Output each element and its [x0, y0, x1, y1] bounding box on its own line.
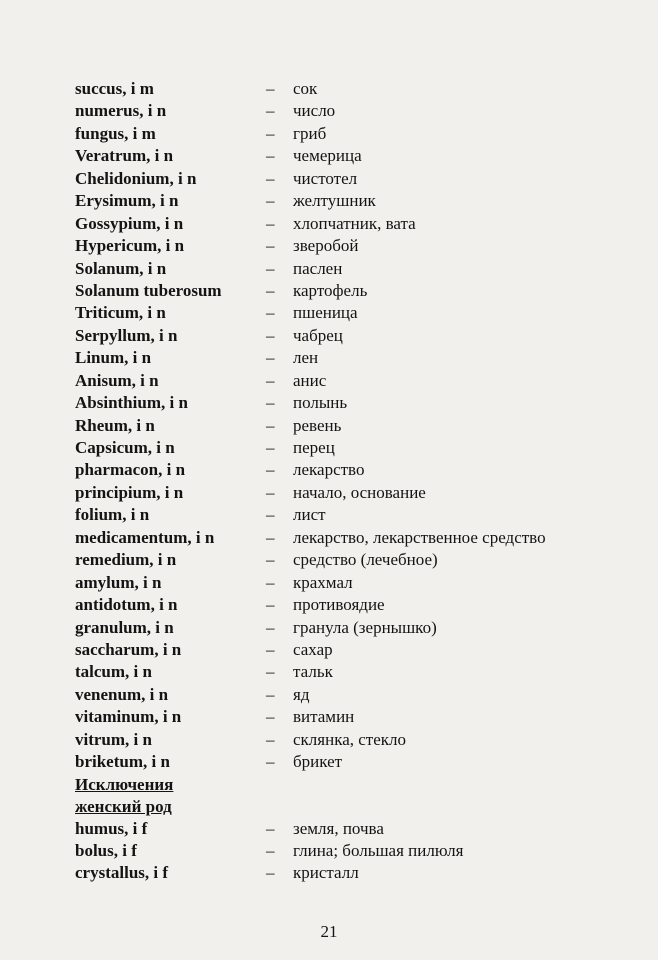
latin-term: Triticum, i n: [75, 303, 166, 323]
russian-meaning: средство (лечебное): [293, 550, 438, 570]
section-heading-line1: Исключения: [75, 774, 174, 794]
dash: –: [266, 101, 275, 121]
vocab-entry: [75, 572, 635, 594]
vocab-entry: [75, 325, 635, 347]
dash: –: [266, 280, 275, 300]
latin-term: saccharum, i n: [75, 639, 182, 659]
dash: –: [266, 662, 275, 682]
latin-term: vitrum, i n: [75, 729, 152, 749]
dash: –: [266, 168, 275, 188]
vocab-entry: [75, 145, 635, 167]
russian-meaning: чистотел: [293, 168, 358, 188]
vocab-entry: [75, 818, 635, 840]
russian-meaning: хлопчатник, вата: [293, 213, 416, 233]
latin-term: Erysimum, i n: [75, 191, 179, 211]
russian-meaning: брикет: [293, 752, 343, 772]
vocab-entry: [75, 527, 635, 549]
dash: –: [266, 841, 275, 860]
dash: –: [266, 258, 275, 278]
vocab-entry: [75, 594, 635, 616]
dash: –: [266, 572, 275, 592]
vocab-entry: [75, 706, 635, 728]
dash: –: [266, 393, 275, 413]
latin-term: succus, i m: [75, 79, 154, 98]
vocab-entry: [75, 370, 635, 392]
dash: –: [266, 79, 275, 98]
vocab-entry: [75, 100, 635, 122]
vocab-entry: [75, 729, 635, 751]
dash: –: [266, 303, 275, 323]
latin-term: remedium, i n: [75, 550, 177, 570]
vocab-entry: [75, 347, 635, 369]
vocabulary-list: [75, 78, 635, 885]
russian-meaning: паслен: [293, 258, 343, 278]
dash: –: [266, 438, 275, 457]
russian-meaning: ревень: [293, 415, 342, 435]
vocab-entry: [75, 258, 635, 280]
latin-term: Absinthium, i n: [75, 393, 188, 413]
dash: –: [266, 617, 275, 637]
russian-meaning: начало, основание: [293, 482, 426, 502]
dash: –: [266, 482, 275, 502]
vocab-entry: [75, 392, 635, 414]
vocab-entry: [75, 639, 635, 661]
dash: –: [266, 191, 275, 211]
latin-term: Solanum tuberosum: [75, 280, 222, 300]
dash: –: [266, 595, 275, 615]
russian-meaning: тальк: [293, 662, 333, 682]
section-heading: [75, 774, 635, 818]
latin-term: granulum, i n: [75, 617, 174, 637]
russian-meaning: картофель: [293, 280, 368, 300]
latin-term: Gossypium, i n: [75, 213, 184, 233]
vocab-entry: [75, 415, 635, 437]
vocab-entry: [75, 549, 635, 571]
russian-meaning: противоядие: [293, 595, 385, 615]
dash: –: [266, 146, 275, 166]
dash: –: [266, 863, 275, 883]
dash: –: [266, 370, 275, 390]
vocab-entry: [75, 459, 635, 481]
russian-meaning: число: [293, 101, 336, 121]
latin-term: numerus, i n: [75, 101, 167, 121]
entries-list: [75, 78, 635, 774]
vocab-entry: [75, 235, 635, 257]
dash: –: [266, 123, 275, 143]
russian-meaning: лен: [293, 348, 319, 368]
dash: –: [266, 325, 275, 345]
russian-meaning: кристалл: [293, 863, 359, 883]
russian-meaning: лекарство, лекарственное средство: [293, 527, 546, 547]
latin-term: humus, i f: [75, 818, 148, 838]
russian-meaning: желтушник: [293, 191, 376, 211]
russian-meaning: крахмал: [293, 572, 353, 592]
vocab-entry: [75, 617, 635, 639]
dash: –: [266, 415, 275, 435]
dash: –: [266, 505, 275, 525]
dash: –: [266, 460, 275, 480]
russian-meaning: сок: [293, 79, 318, 98]
latin-term: amylum, i n: [75, 572, 162, 592]
russian-meaning: полынь: [293, 393, 348, 413]
vocab-entry: [75, 482, 635, 504]
latin-term: principium, i n: [75, 482, 184, 502]
dash: –: [266, 707, 275, 727]
latin-term: venenum, i n: [75, 684, 169, 704]
vocab-entry: [75, 504, 635, 526]
russian-meaning: гриб: [293, 123, 327, 143]
latin-term: briketum, i n: [75, 752, 170, 772]
dash: –: [266, 550, 275, 570]
latin-term: fungus, i m: [75, 123, 156, 143]
vocab-entry: [75, 190, 635, 212]
latin-term: talcum, i n: [75, 662, 152, 682]
russian-meaning: лист: [293, 505, 326, 525]
latin-term: Serpyllum, i n: [75, 325, 178, 345]
dash: –: [266, 348, 275, 368]
latin-term: antidotum, i n: [75, 595, 178, 615]
latin-term: Capsicum, i n: [75, 438, 175, 457]
latin-term: bolus, i f: [75, 841, 137, 860]
vocab-entry: [75, 437, 635, 459]
page-number: 21: [320, 922, 338, 941]
vocab-entry: [75, 280, 635, 302]
dash: –: [266, 684, 275, 704]
dash: –: [266, 236, 275, 256]
vocab-entry: [75, 302, 635, 324]
latin-term: crystallus, i f: [75, 863, 169, 883]
russian-meaning: пшеница: [293, 303, 358, 323]
latin-term: Hypericum, i n: [75, 236, 185, 256]
latin-term: Linum, i n: [75, 348, 152, 368]
vocab-entry: [75, 684, 635, 706]
russian-meaning: гранула (зернышко): [293, 617, 437, 637]
vocab-entry: [75, 862, 635, 884]
latin-term: Solanum, i n: [75, 258, 167, 278]
russian-meaning: яд: [293, 684, 310, 704]
latin-term: Anisum, i n: [75, 370, 159, 390]
vocab-entry: [75, 840, 635, 862]
russian-meaning: глина; большая пилюля: [293, 841, 464, 860]
latin-term: pharmacon, i n: [75, 460, 186, 480]
section-heading-line2: женский род: [75, 796, 172, 816]
vocab-entry: [75, 123, 635, 145]
vocab-entry: [75, 78, 635, 100]
russian-meaning: чемерица: [293, 146, 362, 166]
russian-meaning: перец: [293, 438, 335, 457]
vocab-entry: [75, 213, 635, 235]
russian-meaning: лекарство: [293, 460, 365, 480]
latin-term: folium, i n: [75, 505, 150, 525]
russian-meaning: земля, почва: [293, 818, 384, 838]
russian-meaning: витамин: [293, 707, 355, 727]
vocab-entry: [75, 751, 635, 773]
russian-meaning: чабрец: [293, 325, 343, 345]
russian-meaning: сахар: [293, 639, 333, 659]
latin-term: medicamentum, i n: [75, 527, 215, 547]
dash: –: [266, 729, 275, 749]
latin-term: vitaminum, i n: [75, 707, 182, 727]
latin-term: Rheum, i n: [75, 415, 155, 435]
russian-meaning: зверобой: [293, 236, 359, 256]
exceptions-list: [75, 818, 635, 885]
russian-meaning: склянка, стекло: [293, 729, 407, 749]
latin-term: Veratrum, i n: [75, 146, 174, 166]
russian-meaning: анис: [293, 370, 327, 390]
vocab-entry: [75, 168, 635, 190]
dash: –: [266, 818, 275, 838]
vocab-entry: [75, 661, 635, 683]
dash: –: [266, 213, 275, 233]
dash: –: [266, 639, 275, 659]
dash: –: [266, 752, 275, 772]
dash: –: [266, 527, 275, 547]
latin-term: Chelidonium, i n: [75, 168, 197, 188]
